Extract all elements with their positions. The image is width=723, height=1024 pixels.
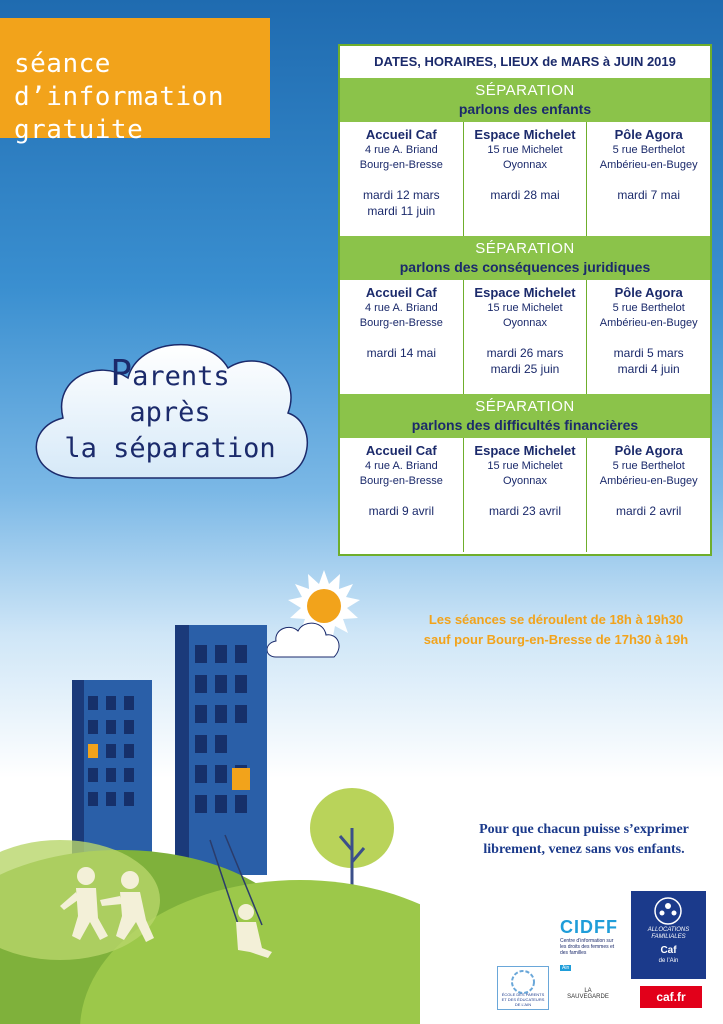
caf-emblem-icon bbox=[653, 896, 683, 926]
venue-date: mardi 26 mars bbox=[486, 346, 564, 360]
venue-name: Pôle Agora bbox=[614, 127, 683, 142]
venue-date: mardi 11 juin bbox=[367, 204, 436, 218]
venue-city: Oyonnax bbox=[502, 317, 548, 329]
caf-region: de l’Ain bbox=[658, 958, 679, 964]
section-venues bbox=[340, 122, 710, 236]
venue-cell bbox=[340, 280, 464, 394]
venue-address: 5 rue Berthelot bbox=[612, 302, 685, 314]
caf-allocations: ALLOCATIONS FAMILIALES bbox=[647, 927, 690, 940]
caf-fr-logo: caf.fr bbox=[640, 986, 702, 1008]
section-kicker: SÉPARATION bbox=[475, 240, 575, 257]
section-kicker: SÉPARATION bbox=[475, 398, 575, 415]
tag-line: d’information bbox=[14, 82, 224, 112]
caf-wordmark: Caf bbox=[660, 945, 677, 956]
venue-dates bbox=[587, 345, 710, 377]
venue-city: Ambérieu-en-Bugey bbox=[599, 475, 698, 487]
cidff-logo bbox=[560, 917, 620, 972]
venue-name: Pôle Agora bbox=[614, 443, 683, 458]
venue-address: 5 rue Berthelot bbox=[612, 144, 685, 156]
cidff-region: Ain bbox=[562, 965, 570, 971]
venue-date: mardi 2 avril bbox=[616, 504, 682, 518]
section-band bbox=[340, 394, 710, 438]
venue-dates bbox=[464, 503, 587, 519]
venue-city: Bourg-en-Bresse bbox=[359, 475, 443, 487]
ecole-des-parents-logo bbox=[497, 966, 549, 1010]
venue-name: Espace Michelet bbox=[474, 127, 576, 142]
section-venues bbox=[340, 438, 710, 552]
cidff-wordmark: CIDFF bbox=[560, 917, 618, 937]
section-title: parlons des conséquences juridiques bbox=[399, 259, 651, 275]
venue-dates bbox=[587, 503, 710, 519]
venue-date: mardi 14 mai bbox=[366, 346, 437, 360]
venue-name: Accueil Caf bbox=[365, 127, 437, 142]
caf-logo bbox=[630, 890, 707, 980]
section-kicker: SÉPARATION bbox=[475, 82, 575, 99]
venue-cell bbox=[587, 280, 710, 394]
la-sauvegarde-logo bbox=[566, 984, 610, 1014]
venue-date: mardi 4 juin bbox=[617, 362, 680, 376]
city-hills-illustration bbox=[0, 600, 420, 1024]
venue-dates bbox=[340, 187, 463, 219]
sauvegarde-text: LA SAUVEGARDE bbox=[567, 988, 609, 1000]
hours-line: sauf pour Bourg-en-Bresse de 17h30 à 19h bbox=[423, 632, 689, 647]
cidff-subtitle: Centre d’information sur les droits des femmes et des familles bbox=[560, 938, 615, 956]
venue-name: Accueil Caf bbox=[365, 285, 437, 300]
schedule-table bbox=[338, 44, 712, 556]
venue-date: mardi 7 mai bbox=[617, 188, 681, 202]
tagline bbox=[458, 820, 710, 860]
venue-address: 4 rue A. Briand bbox=[364, 144, 438, 156]
venue-city: Oyonnax bbox=[502, 475, 548, 487]
venue-city: Oyonnax bbox=[502, 159, 548, 171]
tagline-line: librement, venez sans vos enfants. bbox=[483, 842, 685, 857]
venue-date: mardi 25 juin bbox=[490, 362, 560, 376]
tag-line: gratuite bbox=[14, 115, 144, 145]
venue-name: Espace Michelet bbox=[474, 285, 576, 300]
venue-address: 5 rue Berthelot bbox=[612, 460, 685, 472]
tag-line: séance bbox=[14, 49, 111, 79]
venue-name: Espace Michelet bbox=[474, 443, 576, 458]
section-venues bbox=[340, 280, 710, 394]
tagline-line: Pour que chacun puisse s’exprimer bbox=[479, 822, 689, 837]
venue-cell bbox=[464, 438, 588, 552]
venue-cell bbox=[587, 122, 710, 236]
venue-cell bbox=[587, 438, 710, 552]
venue-date: mardi 23 avril bbox=[488, 504, 562, 518]
venue-city: Ambérieu-en-Bugey bbox=[599, 159, 698, 171]
hours-line: Les séances se déroulent de 18h à 19h30 bbox=[428, 612, 684, 627]
venue-address: 15 rue Michelet bbox=[487, 302, 563, 314]
venue-address: 4 rue A. Briand bbox=[364, 302, 438, 314]
info-session-banner bbox=[0, 18, 270, 145]
info-session-text bbox=[14, 48, 224, 147]
venue-date: mardi 5 mars bbox=[613, 346, 684, 360]
venue-date: mardi 28 mai bbox=[490, 188, 560, 202]
venue-city: Ambérieu-en-Bugey bbox=[599, 317, 698, 329]
building-right bbox=[175, 625, 267, 875]
venue-address: 15 rue Michelet bbox=[487, 460, 563, 472]
venue-address: 4 rue A. Briand bbox=[364, 460, 438, 472]
section-band bbox=[340, 78, 710, 122]
venue-city: Bourg-en-Bresse bbox=[359, 159, 443, 171]
title-line: la séparation bbox=[64, 433, 276, 464]
eep-text: ÉCOLE DES PARENTS ET DES ÉDUCATEURS DE L’AIN bbox=[501, 992, 545, 1007]
title-rest: arents bbox=[132, 361, 230, 392]
venue-address: 15 rue Michelet bbox=[487, 144, 563, 156]
venue-cell bbox=[464, 280, 588, 394]
title-initial: P bbox=[110, 353, 133, 394]
session-hours bbox=[398, 610, 714, 650]
venue-dates bbox=[340, 345, 463, 361]
venue-city: Bourg-en-Bresse bbox=[359, 317, 443, 329]
title-line bbox=[50, 353, 290, 395]
title-line: après bbox=[129, 397, 211, 428]
venue-dates bbox=[340, 503, 463, 519]
main-title bbox=[50, 353, 290, 467]
venue-name: Accueil Caf bbox=[365, 443, 437, 458]
venue-dates bbox=[464, 345, 587, 377]
section-title: parlons des difficultés financières bbox=[411, 417, 639, 433]
venue-date: mardi 12 mars bbox=[362, 188, 440, 202]
venue-cell bbox=[464, 122, 588, 236]
venue-dates bbox=[587, 187, 710, 203]
venue-name: Pôle Agora bbox=[614, 285, 683, 300]
schedule-header: DATES, HORAIRES, LIEUX de MARS à JUIN 2019 bbox=[374, 54, 676, 69]
venue-cell bbox=[340, 122, 464, 236]
venue-cell bbox=[340, 438, 464, 552]
venue-date: mardi 9 avril bbox=[368, 504, 435, 518]
section-band bbox=[340, 236, 710, 280]
section-title: parlons des enfants bbox=[458, 101, 592, 117]
venue-dates bbox=[464, 187, 587, 203]
